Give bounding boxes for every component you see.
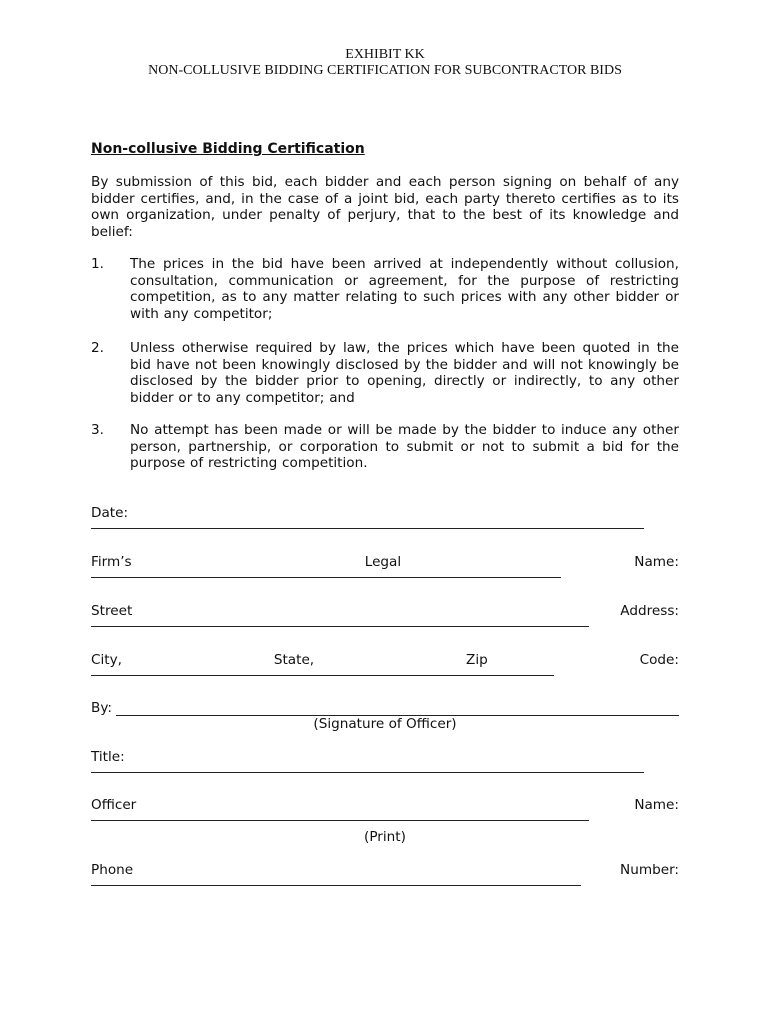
print-caption: (Print) — [364, 829, 406, 845]
street-address-field — [91, 602, 679, 627]
title-line[interactable] — [91, 772, 644, 773]
list-item-number: 2. — [91, 340, 104, 356]
exhibit-label: EXHIBIT KK — [345, 47, 425, 62]
city-state-zip-label-word: Code: — [639, 652, 679, 668]
officer-name-label-word: Name: — [634, 797, 679, 813]
date-field — [91, 504, 679, 529]
officer-name-label-word: Officer — [91, 797, 137, 813]
city-state-zip-line[interactable] — [91, 675, 554, 676]
phone-number-line[interactable] — [91, 885, 581, 886]
city-state-zip-field — [91, 651, 679, 676]
title-label: Title: — [91, 749, 125, 765]
officer-name-field — [91, 796, 679, 821]
list-item-number: 1. — [91, 256, 104, 272]
firm-name-label-word: Firm’s — [91, 554, 132, 570]
street-address-label-word: Street — [91, 603, 133, 619]
list-item — [91, 422, 679, 472]
list-item — [91, 340, 679, 406]
by-label: By: — [91, 700, 112, 716]
street-address-label-word: Address: — [620, 603, 679, 619]
firm-name-label-word: Legal — [364, 554, 402, 570]
list-item-text: The prices in the bid have been arrived at independently without collusion, consultation, communication or agreement, for the purpose of restricting competition, as to any matter relating to such prices with any other bidder or with any competitor; — [130, 256, 679, 322]
signature-caption: (Signature of Officer) — [313, 716, 457, 732]
list-item — [91, 256, 679, 322]
officer-name-line[interactable] — [91, 820, 589, 821]
section-heading: Non-collusive Bidding Certification — [91, 141, 365, 157]
intro-paragraph: By submission of this bid, each bidder and each person signing on behalf of any bidder certifies, and, in the case of a joint bid, each party thereto certifies as to its own organization, under penalty of perjury, that to the best of its knowledge and belief: — [91, 174, 679, 240]
firm-name-line[interactable] — [91, 577, 561, 578]
title-field — [91, 748, 679, 773]
signature-line[interactable] — [116, 702, 679, 716]
list-item-text: Unless otherwise required by law, the prices which have been quoted in the bid have not been knowingly disclosed by the bidder and will not knowingly be disclosed by the bidder prior to opening, directly or indirectly, to any other bidder or to any competitor; and — [130, 340, 679, 406]
city-state-zip-label-word: State, — [273, 652, 315, 668]
firm-name-field — [91, 553, 679, 578]
date-label: Date: — [91, 505, 129, 521]
phone-number-field — [91, 861, 679, 886]
date-line[interactable] — [91, 528, 644, 529]
street-address-line[interactable] — [91, 626, 589, 627]
phone-number-label-word: Number: — [620, 862, 679, 878]
city-state-zip-label-word: City, — [91, 652, 122, 668]
firm-name-label-word: Name: — [634, 554, 679, 570]
document-subtitle: NON-COLLUSIVE BIDDING CERTIFICATION FOR SUBCONTRACTOR BIDS — [148, 63, 622, 78]
list-item-number: 3. — [91, 422, 104, 438]
phone-number-label-word: Phone — [91, 862, 134, 878]
city-state-zip-label-word: Zip — [466, 652, 488, 668]
list-item-text: No attempt has been made or will be made by the bidder to induce any other person, partnership, or corporation to submit or not to submit a bid for the purpose of restricting competition. — [130, 422, 679, 472]
signature-field — [91, 700, 679, 716]
